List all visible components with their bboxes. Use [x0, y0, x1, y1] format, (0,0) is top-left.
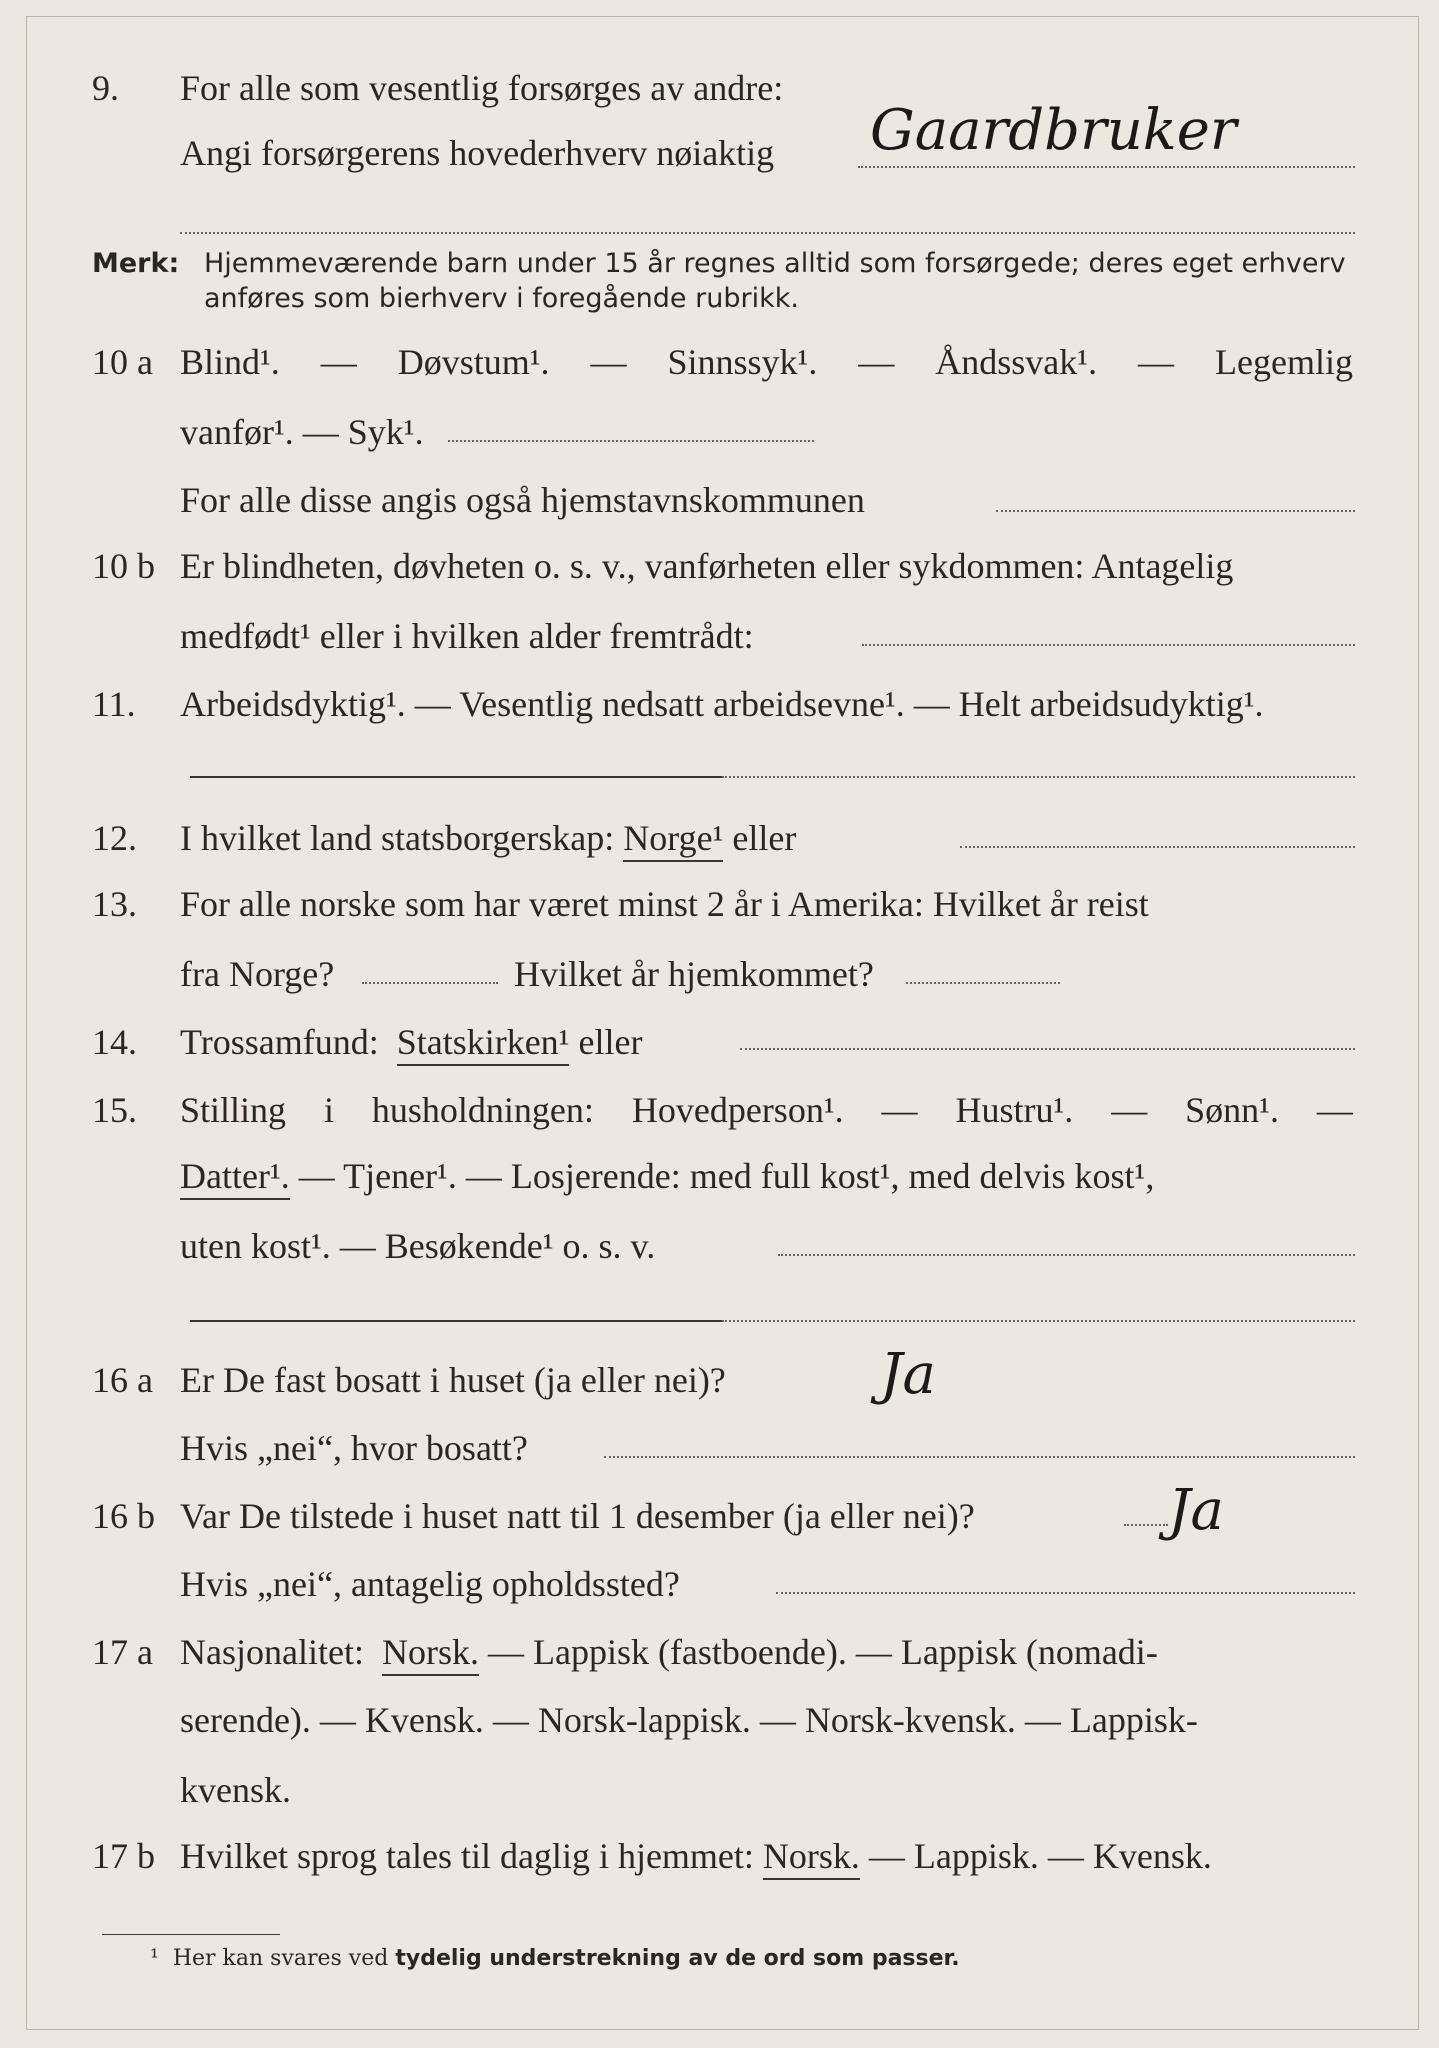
- q10b-number: 10 b: [92, 546, 155, 586]
- q9-handwritten-answer: Gaardbruker: [870, 98, 1237, 163]
- q17a-rest1: — Lappisk (fastboende). — Lappisk (nomadi-: [487, 1632, 1158, 1672]
- q16a-line2: Hvis „nei“, hvor bosatt?: [180, 1428, 528, 1468]
- q9-number: 9.: [92, 68, 119, 108]
- q11-number: 11.: [92, 684, 136, 724]
- q17a-line3: kvensk.: [180, 1770, 291, 1810]
- q14-dotted-line: [740, 1048, 1355, 1050]
- q11-dotted-line: [722, 776, 1355, 778]
- q17b-prefix: Hvilket sprog tales til daglig i hjemmet:: [180, 1836, 754, 1876]
- q13-line1: For alle norske som har været minst 2 år i Amerika: Hvilket år reist: [180, 884, 1149, 924]
- q16b-dotted-line: [1124, 1524, 1168, 1526]
- q17a-label: Nasjonalitet:: [180, 1632, 364, 1672]
- q10a-dash: —: [590, 342, 627, 382]
- q17a-line1: [180, 1634, 1158, 1670]
- footnote-rule: [102, 1934, 280, 1935]
- q15-answer-rule: [190, 1320, 722, 1322]
- q12-dotted-line: [960, 846, 1355, 848]
- q15-dash: —: [1111, 1090, 1148, 1130]
- merk-label: Merk:: [92, 248, 180, 279]
- q10b-dotted-line: [862, 644, 1355, 646]
- q10a-option-blind: Blind¹.: [180, 342, 280, 382]
- footnote: [150, 1946, 960, 1971]
- footnote-mark: ¹: [150, 1946, 159, 1971]
- footnote-bold: tydelig understrekning av de ord som passer.: [395, 1946, 960, 1971]
- q14-suffix: eller: [578, 1022, 643, 1062]
- q16a-line1: Er De fast bosatt i huset (ja eller nei)?: [180, 1360, 726, 1400]
- q10a-option-sinnssyk: Sinnssyk¹.: [667, 342, 818, 382]
- q10a-dotted-line: [448, 440, 814, 442]
- q9-line1: For alle som vesentlig forsørges av andre:: [180, 68, 784, 108]
- q16b-handwritten-answer: Ja: [1168, 1478, 1224, 1543]
- q16b-line1: Var De tilstede i huset natt til 1 desember (ja eller nei)?: [180, 1496, 975, 1536]
- q15-number: 15.: [92, 1090, 137, 1130]
- q17b-suffix: — Lappisk. — Kvensk.: [868, 1836, 1212, 1876]
- q10a-option-legemlig: Legemlig: [1215, 342, 1353, 382]
- q16b-line2: Hvis „nei“, antagelig opholdssted?: [180, 1564, 680, 1604]
- q16a-number: 16 a: [92, 1360, 153, 1400]
- q14-underlined-answer: Statskirken¹: [397, 1022, 570, 1066]
- q12-suffix: eller: [732, 818, 797, 858]
- q15-option-hustru: Hustru¹.: [955, 1090, 1074, 1130]
- q13-hjemkommet-dotted-line: [906, 982, 1060, 984]
- q10a-line2: vanfør¹. — Syk¹.: [180, 412, 424, 452]
- q15-dash: —: [881, 1090, 918, 1130]
- q10a-line1: [180, 344, 1353, 380]
- q10a-hjemstavn-dotted-line: [996, 510, 1355, 512]
- q16b-number: 16 b: [92, 1496, 155, 1536]
- q14-line: [180, 1024, 642, 1060]
- q13-reist-dotted-line: [362, 982, 498, 984]
- q16a-dotted-line: [604, 1456, 1355, 1458]
- q10b-line1: Er blindheten, døvheten o. s. v., vanførheten eller sykdommen: Antagelig: [180, 546, 1234, 586]
- q15-word: husholdningen:: [371, 1090, 594, 1130]
- q10a-option-andssvak: Åndssvak¹.: [935, 342, 1098, 382]
- q14-prefix: Trossamfund:: [180, 1022, 379, 1062]
- q10a-dash: —: [858, 342, 895, 382]
- q9-extra-dotted-line: [180, 232, 1355, 234]
- q15-option-sonn: Sønn¹.: [1185, 1090, 1279, 1130]
- q13-number: 13.: [92, 884, 137, 924]
- q15-extra-dotted-line: [722, 1320, 1355, 1322]
- q15-word: i: [323, 1090, 334, 1130]
- q15-option-hovedperson: Hovedperson¹.: [631, 1090, 844, 1130]
- q17b-number: 17 b: [92, 1836, 155, 1876]
- q17a-number: 17 a: [92, 1632, 153, 1672]
- q10b-line2: medfødt¹ eller i hvilken alder fremtrådt:: [180, 616, 754, 656]
- q10a-dash: —: [320, 342, 357, 382]
- q15-dash: —: [1316, 1090, 1353, 1130]
- q10a-line3: For alle disse angis også hjemstavnskommunen: [180, 480, 865, 520]
- q12-underlined-answer: Norge¹: [623, 818, 723, 862]
- q17a-line2: serende). — Kvensk. — Norsk-lappisk. — Norsk-kvensk. — Lappisk-: [180, 1700, 1198, 1740]
- q15-line3: uten kost¹. — Besøkende¹ o. s. v.: [180, 1226, 656, 1266]
- footnote-prefix: Her kan svares ved: [172, 1946, 389, 1971]
- q12-prefix: I hvilket land statsborgerskap:: [180, 818, 615, 858]
- merk-text: Hjemmeværende barn under 15 år regnes alltid som forsørgede; deres eget erhverv anføres som bierhverv i foregående rubrikk.: [204, 248, 1346, 315]
- q16a-handwritten-answer: Ja: [880, 1342, 936, 1407]
- q16b-opholdssted-dotted-line: [776, 1592, 1355, 1594]
- q12-number: 12.: [92, 818, 137, 858]
- q17a-underlined-answer: Norsk.: [382, 1632, 479, 1676]
- q11-answer-rule: [190, 776, 722, 778]
- q14-number: 14.: [92, 1022, 137, 1062]
- q17b-line: [180, 1838, 1212, 1874]
- q10a-dash: —: [1138, 342, 1175, 382]
- q15-underlined-answer: Datter¹.: [180, 1156, 290, 1200]
- q9-answer-dotted-line: [858, 166, 1355, 168]
- q17b-underlined-answer: Norsk.: [763, 1836, 860, 1880]
- q15-line1: [180, 1092, 1353, 1128]
- q11-line1: Arbeidsdyktig¹. — Vesentlig nedsatt arbeidsevne¹. — Helt arbeidsudyktig¹.: [180, 684, 1264, 724]
- q15-line2: [180, 1158, 1154, 1194]
- q13-line2a: fra Norge?: [180, 954, 335, 994]
- q10a-number: 10 a: [92, 342, 153, 382]
- q12-line: [180, 820, 796, 856]
- q10a-option-dovstum: Døvstum¹.: [397, 342, 550, 382]
- q9-line2: Angi forsørgerens hovederhverv nøiaktig: [180, 133, 775, 173]
- q15-line2-rest: — Tjener¹. — Losjerende: med full kost¹, med delvis kost¹,: [298, 1156, 1155, 1196]
- q15-word: Stilling: [180, 1090, 287, 1130]
- q15-dotted-line: [778, 1254, 1355, 1256]
- q13-line2b: Hvilket år hjemkommet?: [514, 954, 874, 994]
